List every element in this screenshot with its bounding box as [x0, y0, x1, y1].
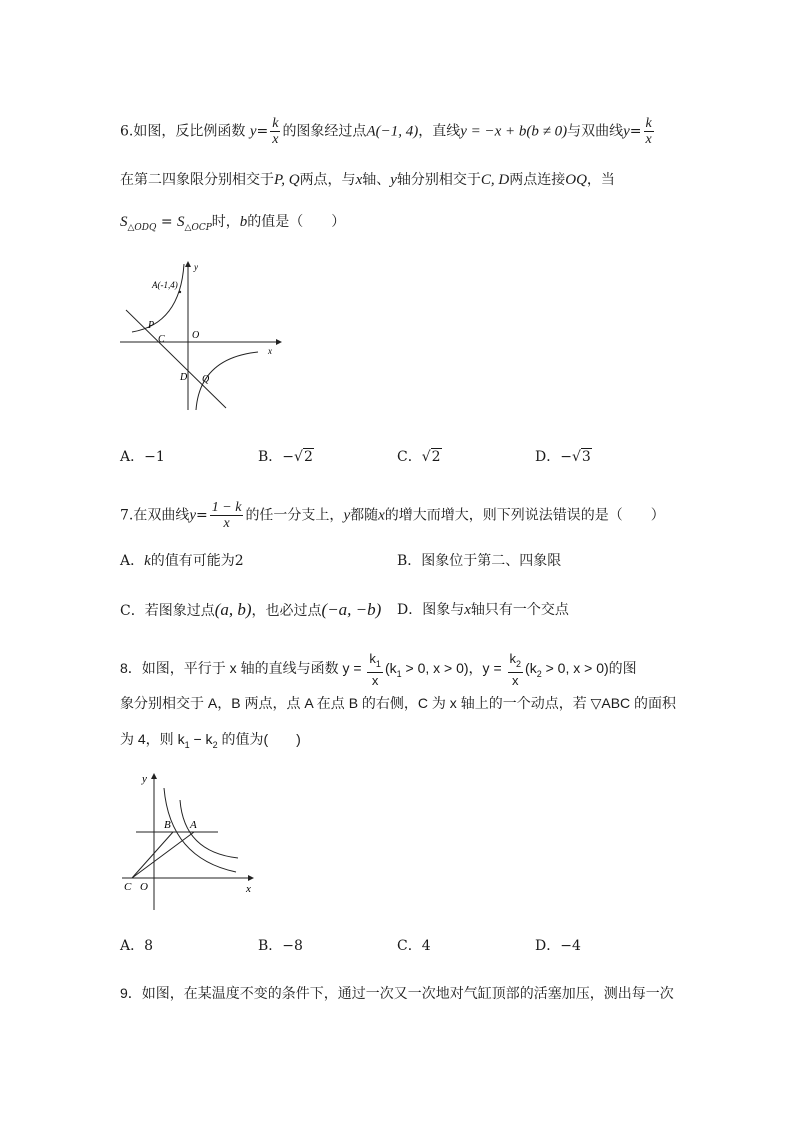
q6-label-C: C — [158, 334, 165, 345]
q7-stem: 7.在双曲线y= $\frac{1 - k}{x}$ 的任一分支上，y都随x的增大而增大，则下列说法错误的是（ ） — [120, 500, 665, 531]
fraction-k-over-x: $\frac{k}{x}$ — [272, 116, 279, 147]
q6-hyperbola-upper — [132, 264, 184, 332]
q8-option-a[interactable]: A．8 — [120, 938, 154, 954]
q8-segment-CB — [132, 832, 173, 878]
q8-y-arrow — [151, 773, 157, 779]
q8-line2: 象分别相交于 A，B 两点，点 A 在点 B 的右侧，C 为 x 轴上的一个动点，若 ▽ABC 的面积 — [120, 695, 677, 711]
fraction-k2-over-x: $\frac{k_2}{x}$ — [509, 651, 522, 688]
q6-x-arrow — [276, 339, 282, 345]
q8-line3: 为 4，则 $k_1 - k_2$ 的值为( ) — [120, 731, 301, 750]
q6-label-A: A(-1,4) — [152, 280, 178, 290]
q6-line2: 在第二四象限分别相交于P, Q两点，与x轴、y轴分别相交于C, D两点连接OQ，当 — [120, 172, 615, 188]
q8-label-x: x — [246, 883, 251, 895]
q6-label-P: P — [148, 320, 155, 331]
q6-option-d[interactable]: D．−√3 — [535, 449, 591, 465]
q6-label-Q: Q — [202, 374, 210, 385]
q8-line1: 8．如图，平行于 x 轴的直线与函数 y = $\frac{k_1}{x}$ ($k_1 > 0$, x > 0)，y = $\frac{k_2}{x}$ ($k_2 > 0$, x > 0)的图 — [120, 651, 637, 688]
q6-label-y: y — [194, 262, 198, 272]
q8-label-B: B — [164, 819, 171, 831]
fraction-1-minus-k-over-x: $\frac{1 - k}{x}$ — [211, 500, 242, 531]
q6-line1: 6.如图，反比例函数 y= $\frac{k}{x}$ 的图象经过点A(−1, 4)，直线y = −x + b(b ≠ 0)与双曲线y= $\frac{k}{x}$ — [120, 116, 652, 147]
q8-label-A: A — [190, 819, 197, 831]
q6-label-D: D — [180, 372, 188, 383]
q8-option-b[interactable]: B．−8 — [258, 938, 303, 954]
q8-label-y: y — [142, 773, 147, 785]
q6-option-b[interactable]: B．−√2 — [258, 449, 313, 465]
q7-option-c[interactable]: C．若图象过点(a, b)，也必过点(−a, −b) — [120, 600, 382, 619]
q8-label-C: C — [124, 881, 132, 893]
q6-label-O: O — [192, 330, 200, 341]
q8-x-arrow — [248, 875, 254, 881]
q8-label-O: O — [140, 881, 148, 893]
q7-option-a[interactable]: A．k的值有可能为2 — [120, 553, 244, 569]
fraction-k-over-x-2: $\frac{k}{x}$ — [645, 116, 652, 147]
q8-segment-CA — [132, 832, 194, 878]
fraction-k1-over-x: $\frac{k_1}{x}$ — [369, 651, 381, 688]
q6-option-c[interactable]: C．√2 — [397, 449, 441, 465]
q6-line-y-neg-x-plus-b — [126, 310, 226, 408]
q8-curve-k1 — [180, 800, 238, 858]
q6-figure — [118, 258, 288, 418]
q6-point-A — [179, 291, 181, 293]
q8-option-d[interactable]: D．−4 — [535, 938, 581, 954]
q7-option-d[interactable]: D．图象与x轴只有一个交点 — [397, 602, 569, 618]
q6-y-arrow — [185, 261, 191, 267]
q8-figure — [118, 768, 268, 918]
q7-option-b[interactable]: B．图象位于第二、四象限 — [397, 553, 562, 569]
q6-line3: $S_{\triangle ODQ} = S_{\triangle OCP}$时，b的值是（ ） — [120, 214, 346, 233]
q8-curve-k2 — [164, 788, 236, 872]
q6-label-x: x — [268, 346, 272, 356]
q9-stem: 9．如图，在某温度不变的条件下，通过一次又一次地对气缸顶部的活塞加压，测出每一次 — [120, 985, 674, 1001]
q8-option-c[interactable]: C．4 — [397, 938, 431, 954]
q6-option-a[interactable]: A．−1 — [120, 449, 165, 465]
